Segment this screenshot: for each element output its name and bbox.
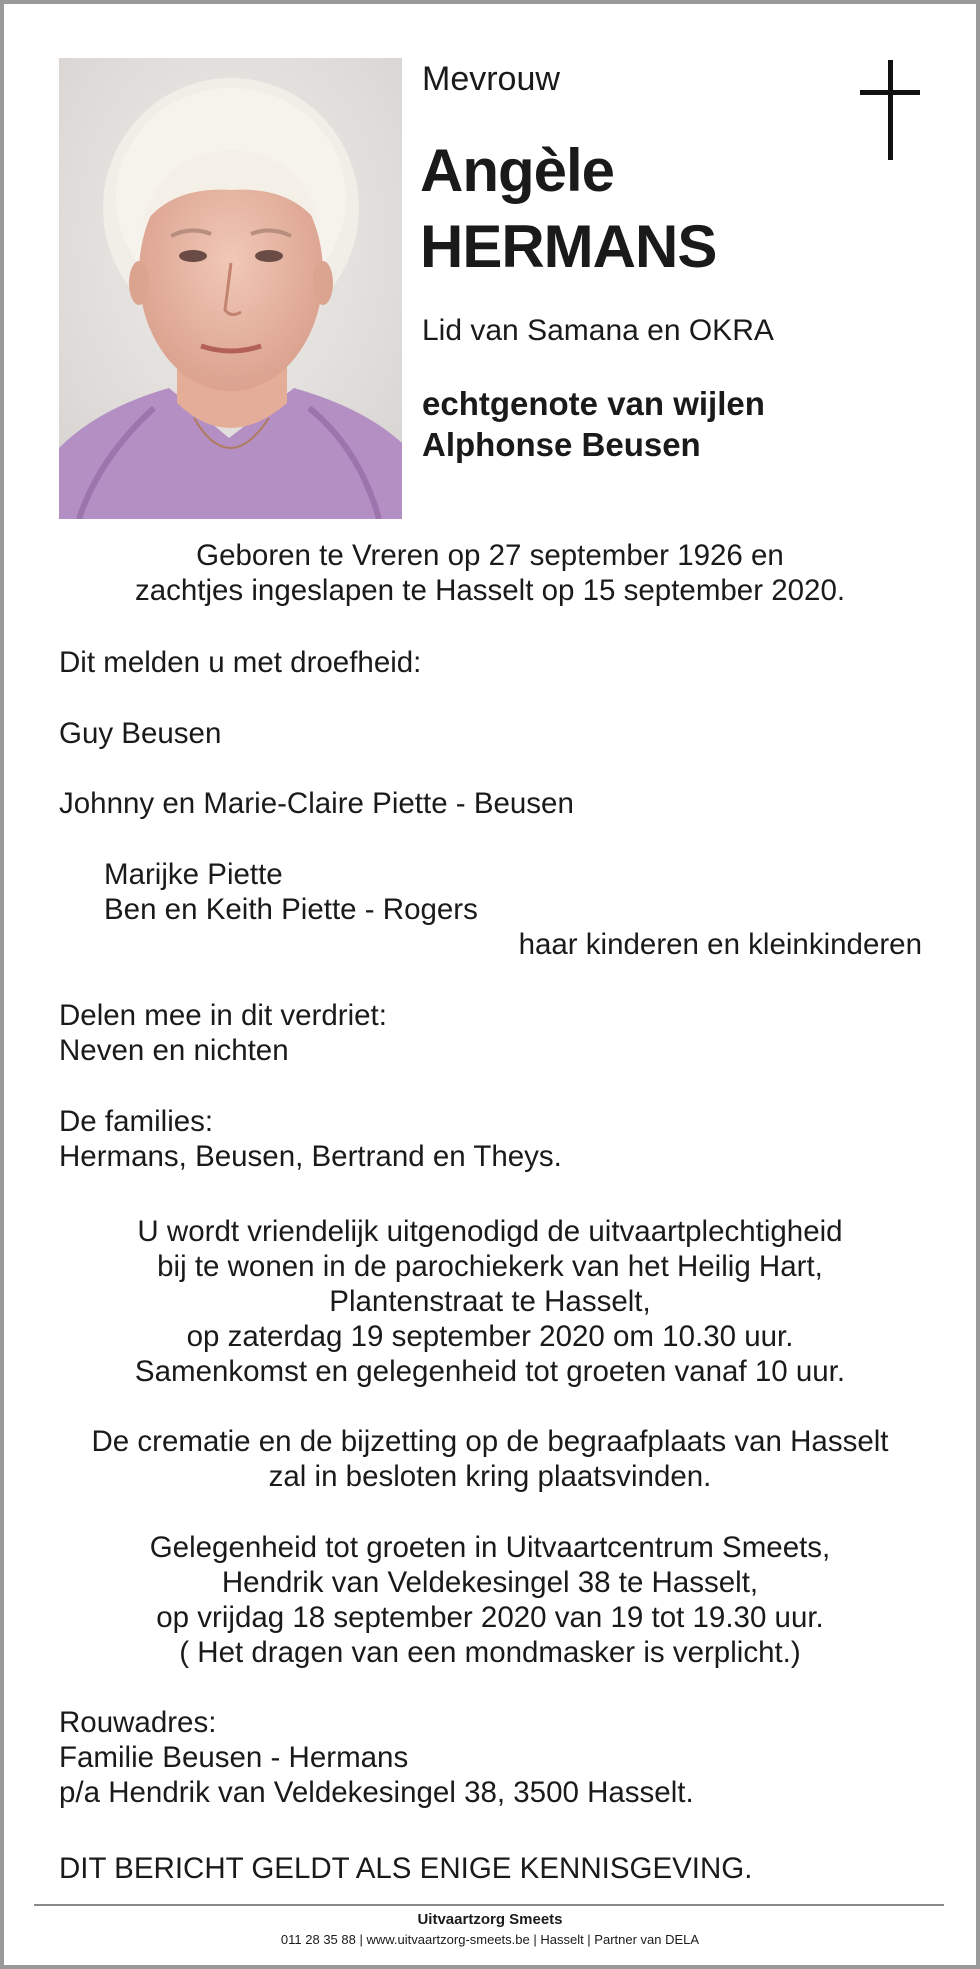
child-1: Guy Beusen <box>59 717 222 750</box>
spouse-line-1: echtgenote van wijlen <box>422 385 765 422</box>
official-notice: DIT BERICHT GELDT ALS ENIGE KENNISGEVING. <box>59 1852 753 1885</box>
greeting-line-2: Hendrik van Veldekesingel 38 te Hasselt, <box>221 1566 759 1599</box>
birth-line-1: Geboren te Vreren op 27 september 1926 en <box>196 539 784 572</box>
cremation-paragraph <box>0 1424 980 1494</box>
address-block <box>59 1705 694 1810</box>
grandchildren-block <box>104 857 478 927</box>
funeral-home-contact: 011 28 35 88 | www.uitvaartzorg-smeets.be | Hasselt | Partner van DELA <box>280 1932 700 1947</box>
address-line-2: p/a Hendrik van Veldekesingel 38, 3500 Hasselt. <box>59 1776 694 1809</box>
share-names: Neven en nichten <box>59 1034 289 1067</box>
membership-text: Lid van Samana en OKRA <box>422 314 774 347</box>
title-salutation: Mevrouw <box>422 60 560 98</box>
birth-paragraph <box>0 538 980 608</box>
spouse-line-2: Alphonse Beusen <box>422 426 701 463</box>
cremation-line-1: De crematie en de bijzetting op de begraafplaats van Hasselt <box>91 1425 889 1458</box>
child-2: Johnny en Marie-Claire Piette - Beusen <box>59 787 574 820</box>
relation-label: haar kinderen en kleinkinderen <box>518 928 922 961</box>
deceased-last-name: HERMANS <box>420 213 717 280</box>
portrait-illustration <box>59 58 402 519</box>
funeral-home-name: Uitvaartzorg Smeets <box>417 1911 563 1928</box>
families-intro: De families: <box>59 1105 214 1138</box>
birth-line-2: zachtjes ingeslapen te Hasselt op 15 september 2020. <box>134 574 846 607</box>
funeral-line-2: bij te wonen in de parochiekerk van het Heilig Hart, <box>157 1250 823 1283</box>
greeting-line-1: Gelegenheid tot groeten in Uitvaartcentrum Smeets, <box>149 1531 831 1564</box>
greeting-paragraph <box>0 1530 980 1670</box>
address-label: Rouwadres: <box>59 1706 217 1739</box>
funeral-line-3: Plantenstraat te Hasselt, <box>329 1285 651 1318</box>
greeting-line-3: op vrijdag 18 september 2020 van 19 tot 19.30 uur. <box>156 1601 824 1634</box>
spouse-block <box>422 383 765 465</box>
greeting-line-4: ( Het dragen van een mondmasker is verplicht.) <box>179 1636 801 1669</box>
funeral-line-4: op zaterdag 19 september 2020 om 10.30 uur. <box>186 1320 794 1353</box>
grandchild-1: Marijke Piette <box>104 858 283 891</box>
funeral-paragraph <box>0 1214 980 1389</box>
families-block <box>59 1104 562 1174</box>
grandchild-2: Ben en Keith Piette - Rogers <box>104 893 478 926</box>
footer-divider <box>34 1904 944 1906</box>
portrait-photo <box>59 58 402 519</box>
announce-intro: Dit melden u met droefheid: <box>59 646 422 679</box>
share-intro: Delen mee in dit verdriet: <box>59 999 387 1032</box>
cremation-line-2: zal in besloten kring plaatsvinden. <box>268 1460 712 1493</box>
address-line-1: Familie Beusen - Hermans <box>59 1741 409 1774</box>
deceased-first-name: Angèle <box>420 137 615 204</box>
funeral-line-5: Samenkomst en gelegenheid tot groeten vanaf 10 uur. <box>134 1355 846 1388</box>
funeral-line-1: U wordt vriendelijk uitgenodigd de uitvaartplechtigheid <box>137 1215 843 1248</box>
share-block <box>59 998 387 1068</box>
cross-icon <box>860 60 924 160</box>
families-names: Hermans, Beusen, Bertrand en Theys. <box>59 1140 562 1173</box>
